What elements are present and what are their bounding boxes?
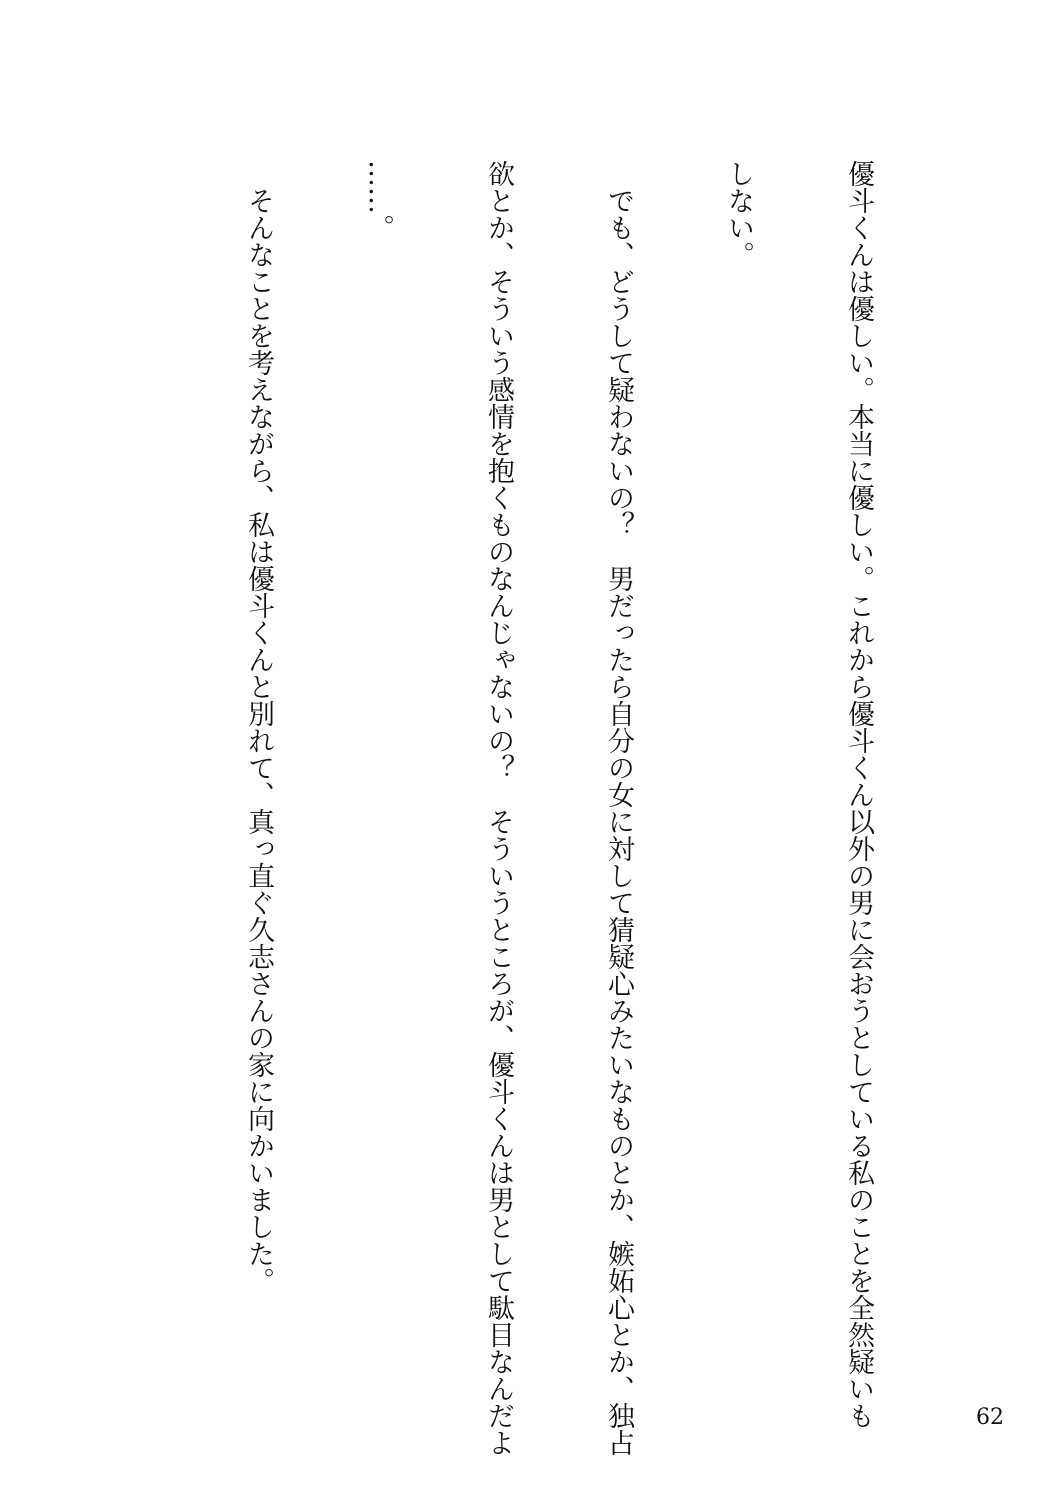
vertical-text-body: [0, 160, 958, 1456]
page-number: 62: [976, 1405, 1004, 1430]
paragraph-line: しない。: [723, 160, 754, 268]
paragraph-line: 欲とか、そういう感情を抱くものなんじゃないの？ そういうところが、優斗くんは男として駄目なんだよ: [483, 160, 514, 1456]
paragraph-line: でも、どうして疑わないの？ 男だったら自分の女に対して猜疑心みたいなものとか、嫉妬心とか、独占: [603, 160, 634, 1456]
paragraph-line: ……。: [363, 160, 394, 241]
section-break: [0, 160, 118, 1390]
paragraph-line: 優斗くんは優しい。本当に優しい。これから優斗くん以外の男に会おうとしている私のことを全然疑いも: [843, 160, 874, 1429]
paragraph-line: そんなことを考えながら、私は優斗くんと別れて、真っ直ぐ久志さんの家に向かいました。: [243, 160, 274, 1294]
